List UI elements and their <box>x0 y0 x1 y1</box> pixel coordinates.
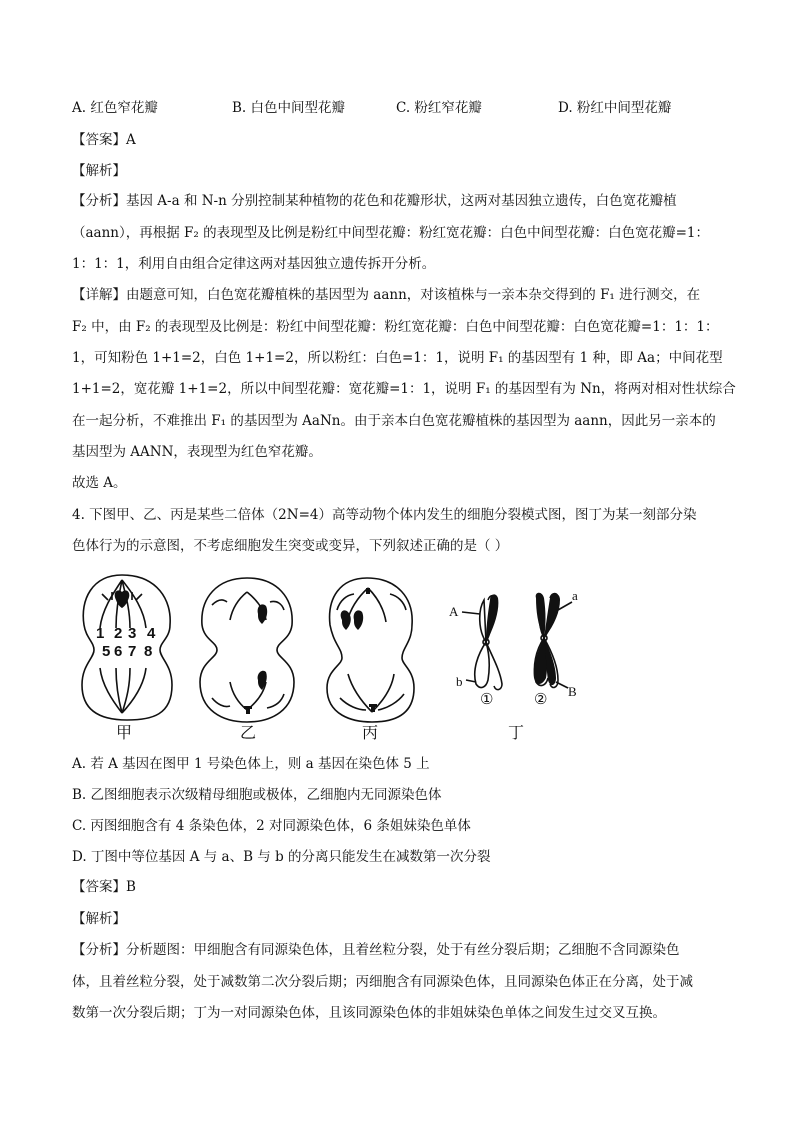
q4-analysis-line: 体，且着丝粒分裂，处于减数第二次分裂后期；丙细胞含有同源染色体，且同源染色体正在分离，处于减 <box>72 974 693 990</box>
cell-yi <box>200 578 294 722</box>
q4-stem-line: 色体行为的示意图，不考虑细胞发生突变或变异，下列叙述正确的是（ ） <box>72 538 509 554</box>
chromosome-number: 3 <box>128 625 137 642</box>
q3-analysis-line: 【分析】基因 A-a 和 N-n 分别控制某种植物的花色和花瓣形状，这两对基因独立遗传，白色宽花瓣植 <box>72 193 677 209</box>
q3-detail-line: 在一起分析，不难推出 F₁ 的基因型为 AaNn。由于亲本白色宽花瓣植株的基因型为 aann，因此另一亲本的 <box>72 413 716 429</box>
q3-analysis-line: 1：1：1，利用自由组合定律这两对基因独立遗传拆开分析。 <box>72 256 436 272</box>
figure-label-jia: 甲 <box>116 723 133 740</box>
gene-label-b: b <box>456 674 463 689</box>
q4-analysis-line: 数第一次分裂后期；丁为一对同源染色体，且该同源染色体的非姐妹染色单体之间发生过交叉互换。 <box>72 1005 666 1021</box>
q3-option-c: C. 粉红窄花瓣 <box>396 100 482 116</box>
chromosome-number: 1 <box>96 625 105 642</box>
q3-answer: 【答案】A <box>72 132 136 148</box>
q3-option-a: A. 红色窄花瓣 <box>72 100 158 116</box>
q4-option-b: B. 乙图细胞表示次级精母细胞或极体，乙细胞内无同源染色体 <box>72 787 442 803</box>
chromosome-number: 4 <box>147 625 156 642</box>
q3-detail-line: F₂ 中，由 F₂ 的表现型及比例是：粉红中间型花瓣：粉红宽花瓣：白色中间型花瓣：白色宽花瓣=1：1：1： <box>72 319 719 335</box>
q4-option-c: C. 丙图细胞含有 4 条染色体，2 对同源染色体，6 条姐妹染色单体 <box>72 818 471 834</box>
figure-label-ding: 丁 <box>508 723 525 740</box>
q3-option-d: D. 粉红中间型花瓣 <box>558 100 672 116</box>
q4-analysis-line: 【分析】分析题图：甲细胞含有同源染色体，且着丝粒分裂，处于有丝分裂后期；乙细胞不含同源染色 <box>72 942 680 958</box>
q3-detail-line: 基因型为 AANN，表现型为红色窄花瓣。 <box>72 444 322 460</box>
q3-detail-line: 1，可知粉色 1+1=2，白色 1+1=2，所以粉红：白色=1：1，说明 F₁ 的基因型有 1 种，即 Aa；中间花型 <box>72 350 723 366</box>
figure-label-yi: 乙 <box>240 723 257 740</box>
figure-label-bing: 丙 <box>362 723 379 740</box>
q3-analysis-line: （aann），再根据 F₂ 的表现型及比例是粉红中间型花瓣：粉红宽花瓣：白色中间型花瓣：白色宽花瓣=1： <box>72 225 709 241</box>
circled-number-1: ① <box>480 692 494 708</box>
cell-division-figure <box>72 570 602 740</box>
q4-option-d: D. 丁图中等位基因 A 与 a、B 与 b 的分离只能发生在减数第一次分裂 <box>72 849 491 865</box>
cell-division-diagram <box>72 570 602 740</box>
q3-detail-line: 【详解】由题意可知，白色宽花瓣植株的基因型为 aann，对该植株与一亲本杂交得到的 F₁ 进行测交，在 <box>72 287 701 303</box>
gene-label-a: a <box>572 588 578 603</box>
circled-number-2: ② <box>534 692 548 708</box>
chromosome-number: 5 <box>102 643 111 660</box>
q3-detail-line: 1+1=2，宽花瓣 1+1=2，所以中间型花瓣：宽花瓣=1：1，说明 F₁ 的基因型有为 Nn，将两对相对性状综合 <box>72 381 736 397</box>
chromosome-number: 6 <box>114 643 123 660</box>
gene-label-A: A <box>449 604 459 619</box>
q3-option-b: B. 白色中间型花瓣 <box>232 100 346 116</box>
q4-answer: 【答案】B <box>72 879 136 895</box>
q3-analysis-title: 【解析】 <box>72 163 126 179</box>
q4-option-a: A. 若 A 基因在图甲 1 号染色体上，则 a 基因在染色体 5 上 <box>72 756 430 772</box>
chromosome-number: 8 <box>144 643 153 660</box>
chromosome-number: 7 <box>128 643 137 660</box>
cell-bing <box>327 578 414 722</box>
q4-stem-line: 4. 下图甲、乙、丙是某些二倍体（2N=4）高等动物个体内发生的细胞分裂模式图，图丁为某一刻部分染 <box>72 507 697 523</box>
chromosome-number: 2 <box>114 625 123 642</box>
gene-label-B: B <box>568 684 577 699</box>
q4-analysis-title: 【解析】 <box>72 911 126 927</box>
q3-conclusion: 故选 A。 <box>72 475 127 491</box>
